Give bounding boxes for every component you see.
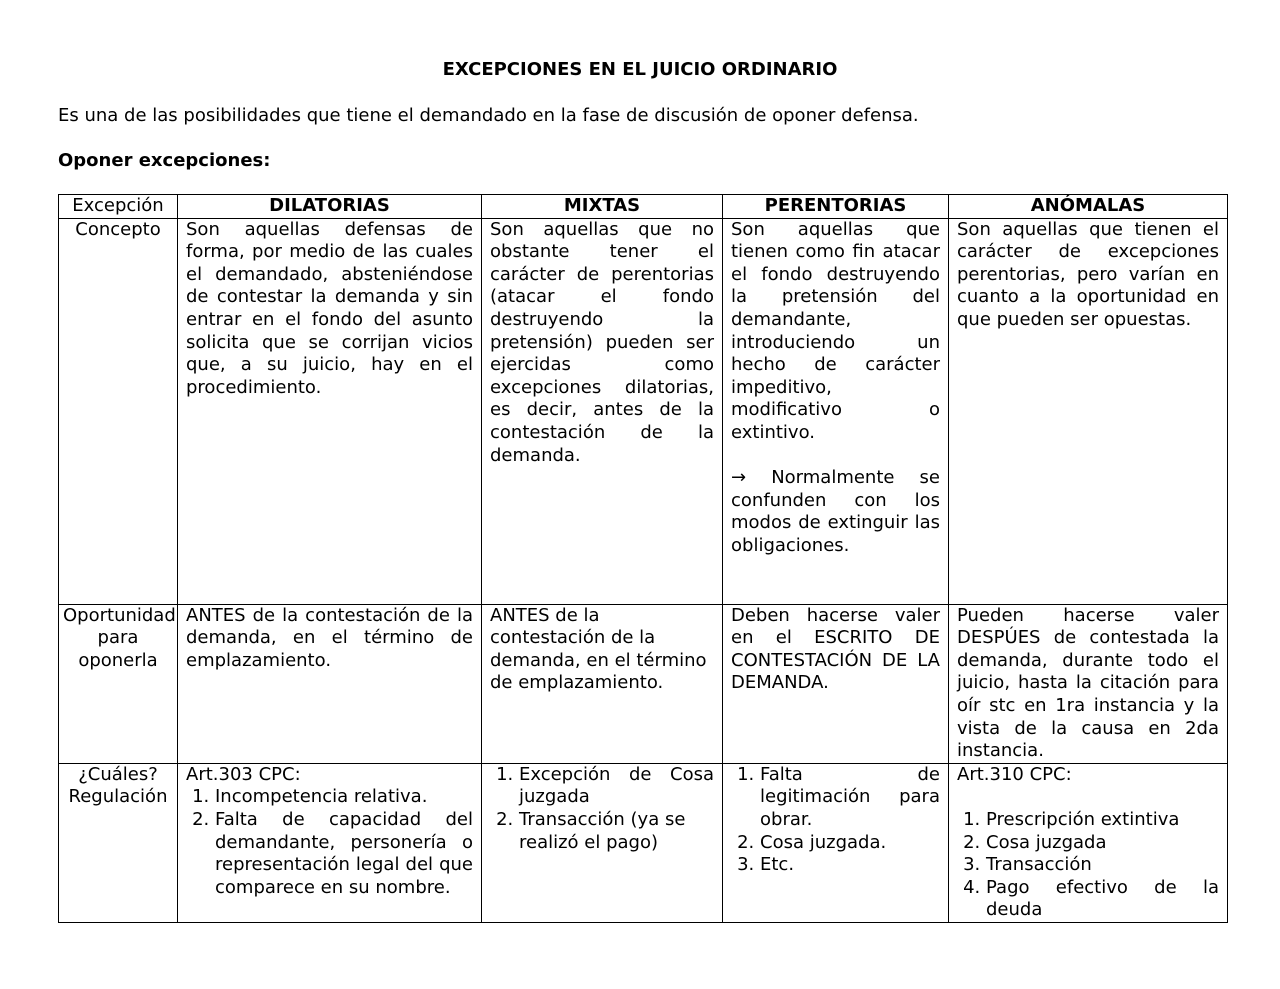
list-item: 2. Cosa juzgada: [986, 832, 1219, 855]
concepto-perentorias-text: Son aquellas que tienen como fin atacar el fondo destruyendo la pretensión del demandante, introduciendo un hecho de carácter impeditivo, modificativo o extintivo.: [731, 218, 940, 443]
row-label-concepto: Concepto: [59, 218, 178, 604]
list-item: 1. Prescripción extintiva: [986, 809, 1219, 832]
table-row-oportunidad: [59, 604, 1228, 763]
list-item: 1. Excepción de Cosa juzgada: [519, 764, 714, 809]
arrow-right-icon: →: [731, 467, 747, 489]
concepto-dilatorias: Son aquellas defensas de forma, por medio de las cuales el demandado, absteniéndose de contestar la demanda y sin entrar en el fondo del asunto solicita que se corrijan vicios que, a su juicio, hay en el procedimiento.: [178, 218, 482, 604]
list-item: 2. Falta de capacidad del demandante, personería o representación legal del que comparece en su nombre.: [215, 809, 473, 899]
cuales-anomalas-intro: Art.310 CPC:: [957, 763, 1072, 785]
cuales-perentorias-list: [731, 764, 940, 877]
list-item: 1. Falta de legitimación para obrar.: [760, 764, 940, 832]
list-item: 2. Transacción (ya se realizó el pago): [519, 809, 714, 854]
concepto-perentorias: [723, 218, 949, 604]
concepto-mixtas: Son aquellas que no obstante tener el carácter de perentorias (atacar el fondo destruyendo la pretensión) pueden ser ejercidas como excepciones dilatorias, es decir, antes de la contestación de la demanda.: [482, 218, 723, 604]
header-excepcion: Excepción: [59, 195, 178, 219]
header-dilatorias: DILATORIAS: [178, 195, 482, 219]
header-mixtas: MIXTAS: [482, 195, 723, 219]
list-item: 2. Cosa juzgada.: [760, 832, 940, 855]
cuales-dilatorias-list: [186, 786, 473, 899]
header-anomalas: ANÓMALAS: [949, 195, 1228, 219]
cuales-dilatorias: [178, 763, 482, 922]
cuales-anomalas-list: [957, 809, 1219, 922]
section-subtitle: Oponer excepciones:: [58, 150, 271, 171]
cuales-anomalas: [949, 763, 1228, 922]
cuales-perentorias: [723, 763, 949, 922]
concepto-perentorias-note-block: [731, 467, 940, 557]
list-item: 1. Incompetencia relativa.: [215, 786, 473, 809]
cuales-dilatorias-intro: Art.303 CPC:: [186, 763, 301, 785]
cuales-mixtas: [482, 763, 723, 922]
table-header-row: [59, 195, 1228, 219]
list-item: 3. Etc.: [760, 854, 940, 877]
oportunidad-perentorias: Deben hacerse valer en el ESCRITO DE CONTESTACIÓN DE LA DEMANDA.: [723, 604, 949, 763]
oportunidad-dilatorias: ANTES de la contestación de la demanda, en el término de emplazamiento.: [178, 604, 482, 763]
oportunidad-mixtas: ANTES de la contestación de la demanda, en el término de emplazamiento.: [482, 604, 723, 763]
row-label-cuales: ¿Cuáles? Regulación: [59, 763, 178, 922]
intro-paragraph: Es una de las posibilidades que tiene el demandado en la fase de discusión de oponer defensa.: [58, 105, 919, 126]
table-row-concepto: [59, 218, 1228, 604]
concepto-anomalas: Son aquellas que tienen el carácter de excepciones perentorias, pero varían en cuanto a la oportunidad en que pueden ser opuestas.: [949, 218, 1228, 604]
cuales-mixtas-list: [490, 764, 714, 854]
oportunidad-anomalas: Pueden hacerse valer DESPÚES de contestada la demanda, durante todo el juicio, hasta la citación para oír stc en 1ra instancia y la vista de la causa en 2da instancia.: [949, 604, 1228, 763]
concepto-perentorias-note: Normalmente se confunden con los modos de extinguir las obligaciones.: [731, 467, 940, 556]
table-row-cuales: [59, 763, 1228, 922]
document-title: EXCEPCIONES EN EL JUICIO ORDINARIO: [442, 59, 838, 80]
list-item: 3. Transacción: [986, 854, 1219, 877]
exceptions-table: [58, 194, 1228, 923]
list-item: 4. Pago efectivo de la deuda: [986, 877, 1219, 922]
row-label-oportunidad: Oportunidad para oponerla: [59, 604, 178, 763]
header-perentorias: PERENTORIAS: [723, 195, 949, 219]
